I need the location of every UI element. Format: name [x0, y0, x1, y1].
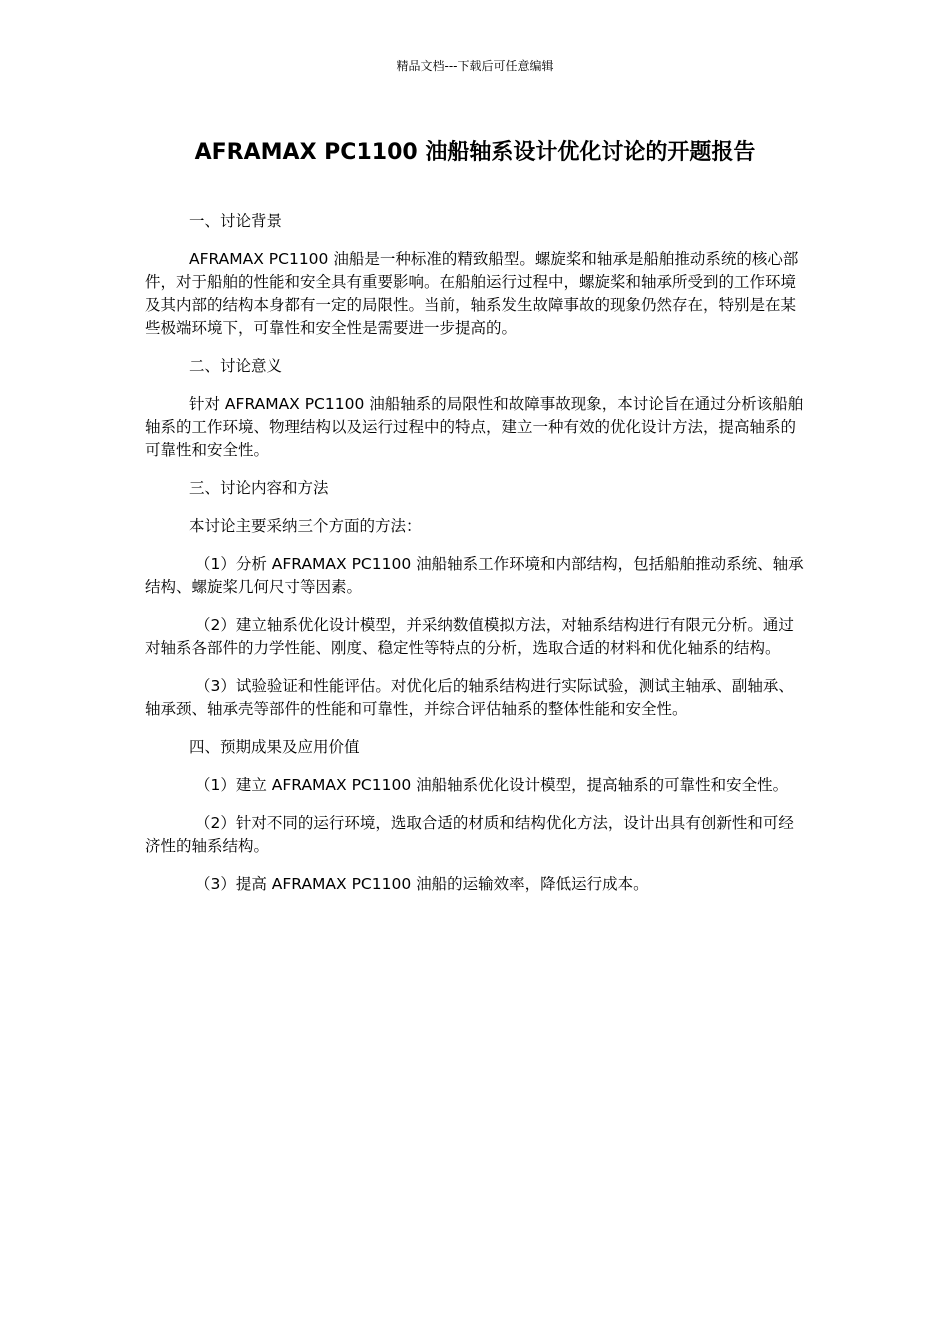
list-item: （2）针对不同的运行环境，选取合适的材质和结构优化方法，设计出具有创新性和可经济性的轴系结构。 [145, 814, 794, 855]
section-background [145, 210, 807, 340]
section-paragraph: 针对 AFRAMAX PC1100 油船轴系的局限性和故障事故现象，本讨论旨在通过分析该船舶轴系的工作环境、物理结构以及运行过程中的特点，建立一种有效的优化设计方法，提高轴系的可靠性和安全性。 [145, 395, 804, 459]
section-significance [145, 355, 807, 462]
page-header-watermark: 精品文档---下载后可任意编辑 [396, 59, 554, 73]
section-intro: 本讨论主要采纳三个方面的方法： [189, 517, 422, 535]
list-item: （1）建立 AFRAMAX PC1100 油船轴系优化设计模型，提高轴系的可靠性和安全性。 [195, 776, 789, 794]
document-body [145, 210, 807, 911]
list-item: （3）试验验证和性能评估。对优化后的轴系结构进行实际试验，测试主轴承、副轴承、轴承颈、轴承壳等部件的性能和可靠性，并综合评估轴系的整体性能和安全性。 [145, 677, 794, 718]
section-heading: 四、预期成果及应用价值 [189, 738, 360, 756]
section-heading: 二、讨论意义 [189, 357, 283, 375]
list-item: （2）建立轴系优化设计模型，并采纳数值模拟方法，对轴系结构进行有限元分析。通过对轴系各部件的力学性能、刚度、稳定性等特点的分析，选取合适的材料和优化轴系的结构。 [145, 616, 794, 657]
section-expected-results [145, 736, 807, 896]
section-heading: 三、讨论内容和方法 [189, 479, 329, 497]
section-content-methods [145, 477, 807, 721]
section-paragraph: AFRAMAX PC1100 油船是一种标准的精致船型。螺旋桨和轴承是船舶推动系统的核心部件，对于船舶的性能和安全具有重要影响。在船舶运行过程中，螺旋桨和轴承所受到的工作环境及其内部的结构本身都有一定的局限性。当前，轴系发生故障事故的现象仍然存在，特别是在某些极端环境下，可靠性和安全性是需要进一步提高的。 [145, 250, 799, 337]
section-heading: 一、讨论背景 [189, 212, 283, 230]
list-item: （1）分析 AFRAMAX PC1100 油船轴系工作环境和内部结构，包括船舶推动系统、轴承结构、螺旋桨几何尺寸等因素。 [145, 555, 804, 596]
document-title: AFRAMAX PC1100 油船轴系设计优化讨论的开题报告 [194, 140, 756, 165]
list-item: （3）提高 AFRAMAX PC1100 油船的运输效率，降低运行成本。 [195, 875, 649, 893]
